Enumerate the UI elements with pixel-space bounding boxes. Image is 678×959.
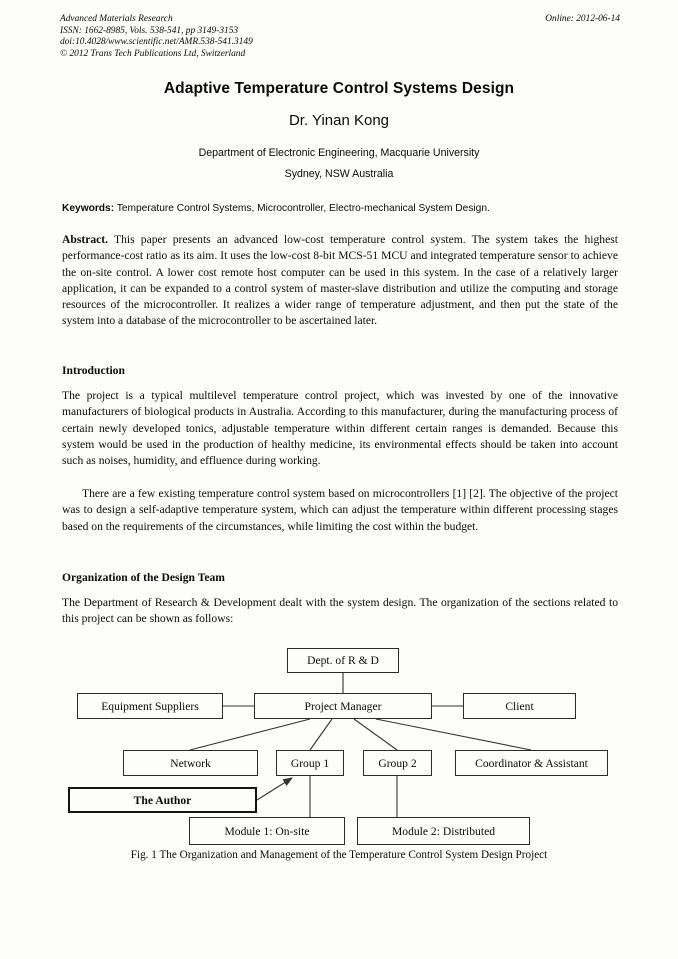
connector-author-to-group1 xyxy=(257,778,292,800)
page-title: Adaptive Temperature Control Systems Design xyxy=(163,80,515,97)
paragraph-organization: The Department of Research & Development dealt with the system design. The organization of the sections related to this project can be shown as follows: xyxy=(62,596,618,626)
author-name: Dr. Yinan Kong xyxy=(288,112,390,129)
journal-imprint xyxy=(60,14,253,60)
figure-caption: Fig. 1 The Organization and Management of the Temperature Control System Design Project xyxy=(130,849,548,861)
node-client: Client xyxy=(463,693,576,719)
node-equipment-suppliers: Equipment Suppliers xyxy=(77,693,223,719)
node-module-1-onsite: Module 1: On-site xyxy=(189,817,345,845)
journal-name: Advanced Materials Research xyxy=(60,14,173,24)
keywords-label: Keywords: xyxy=(62,203,115,214)
node-project-manager: Project Manager xyxy=(254,693,432,719)
node-the-author: The Author xyxy=(68,787,257,813)
connector-manager-to-network xyxy=(190,719,310,750)
paragraph-introduction-1: The project is a typical multilevel temperature control project, which was invested by one of the innovative manufacturers of biological products in Australia. According to this manufacturer, during the manufacturing process of certain newly developed tonics, adjustable temperature within different certain ranges is demanded. Because this system would be used in the production of healthy medicine, its environmental effects should be taken into account such as noises, humidity, and effluence during working. xyxy=(62,389,618,468)
heading-organization: Organization of the Design Team xyxy=(62,571,225,584)
node-group-2: Group 2 xyxy=(363,750,432,776)
journal-header xyxy=(60,14,620,60)
journal-copyright: © 2012 Trans Tech Publications Ltd, Switzerland xyxy=(60,48,246,59)
node-group-1: Group 1 xyxy=(276,750,344,776)
affiliation-line-2: Sydney, NSW Australia xyxy=(284,168,394,180)
connector-manager-to-group2 xyxy=(354,719,397,750)
node-module-2-distributed: Module 2: Distributed xyxy=(357,817,530,845)
affiliation-line-1: Department of Electronic Engineering, Macquarie University xyxy=(198,147,480,159)
node-network: Network xyxy=(123,750,258,776)
heading-introduction: Introduction xyxy=(62,364,125,377)
connector-manager-to-coordinator xyxy=(376,719,531,750)
journal-doi: doi:10.4028/www.scientific.net/AMR.538-541.3149 xyxy=(60,37,253,48)
journal-issn: ISSN: 1662-8985, Vols. 538-541, pp 3149-3153 xyxy=(60,25,239,36)
abstract-label: Abstract. xyxy=(62,233,109,246)
abstract-block xyxy=(62,232,618,330)
abstract-text: This paper presents an advanced low-cost temperature control system. The system takes the highest performance-cost ratio as its aim. It uses the low-cost 8-bit MCS-51 MCU and integrated temperature sensor to achieve the on-site control. A lower cost remote host computer can be used in this system. In the case of a relatively larger application, it can be expanded to a control system of master-slave distribution and utilize the computing and storage resources of the microcontroller. It realizes a wider range of temperature adjustment, and then put the state of the system into a database of the microcontroller to be ascertained later. xyxy=(62,233,618,328)
figure-org-chart xyxy=(0,640,678,870)
keywords-value: Temperature Control Systems, Microcontroller, Electro-mechanical System Design. xyxy=(114,203,490,214)
keywords-line xyxy=(62,203,618,214)
node-dept-of-rd: Dept. of R & D xyxy=(287,648,399,673)
online-date: Online: 2012-06-14 xyxy=(545,14,620,24)
connector-manager-to-group1 xyxy=(310,719,332,750)
node-coordinator-assistant: Coordinator & Assistant xyxy=(455,750,608,776)
paragraph-introduction-2: There are a few existing temperature control system based on microcontrollers [1] [2]. The objective of the project was to design a self-adaptive temperature system, which can adjust the temperature within different processing stages based on the requirements of the circumstances, while limiting the cost within the budget. xyxy=(62,487,618,533)
